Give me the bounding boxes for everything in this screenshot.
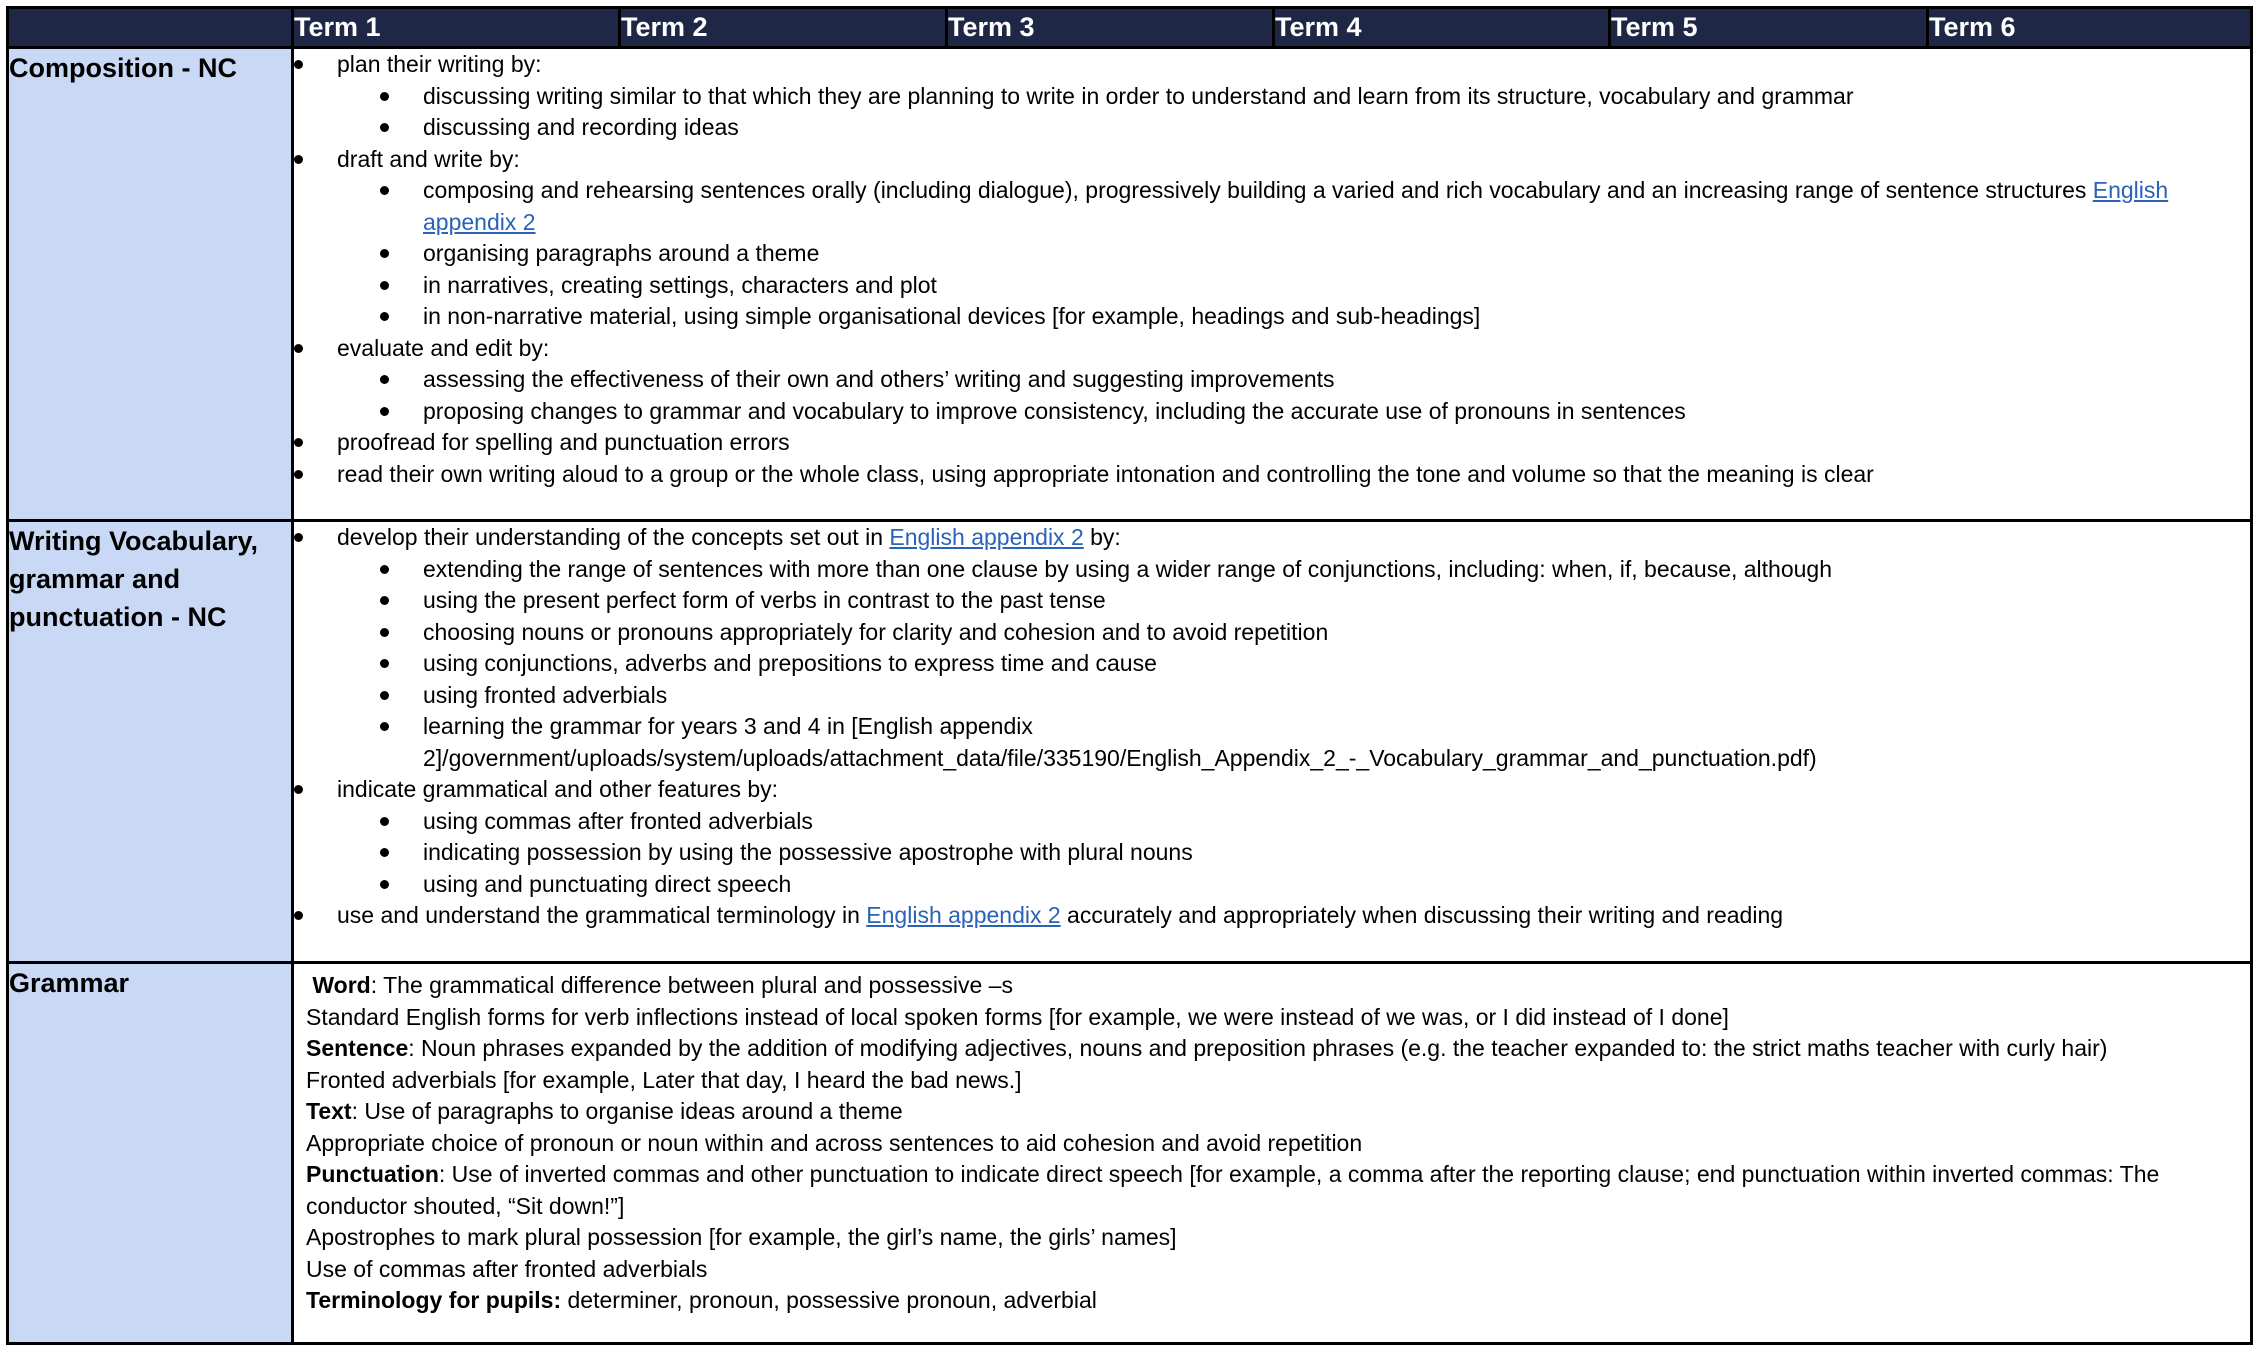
indicate-text: indicate grammatical and other features by: [337, 776, 779, 802]
term-1-header: Term 1 [293, 8, 620, 48]
grammar-line: Apostrophes to mark plural possession [for example, the girl’s name, the girls’ names] [306, 1224, 1177, 1250]
list-item: organising paragraphs around a theme [337, 238, 2250, 270]
list-item: discussing writing similar to that which they are planning to write in order to understand and learn from its structure, vocabulary and grammar [337, 81, 2250, 113]
plan-text: plan their writing by: [337, 51, 542, 77]
writing-label: Writing Vocabulary, grammar and punctuation - NC [8, 521, 293, 963]
terminology-text: use and understand the grammatical terminology in [337, 902, 867, 928]
term-6-header: Term 6 [1928, 8, 2252, 48]
terminology-label: Terminology for pupils: [306, 1287, 562, 1313]
composition-row [8, 48, 2252, 521]
writing-list [294, 522, 2250, 932]
list-item: discussing and recording ideas [337, 112, 2250, 144]
list-item [294, 900, 2250, 932]
list-item [294, 144, 2250, 333]
list-item: extending the range of sentences with more than one clause by using a wider range of conjunctions, including: when, if, because, although [337, 554, 2250, 586]
draft-item-text: composing and rehearsing sentences orally (including dialogue), progressively building a varied and rich vocabulary and an increasing range of sentence structures [423, 177, 2093, 203]
punctuation-text: : Use of inverted commas and other punctuation to indicate direct speech [for example, a comma after the reporting clause; end punctuation within inverted commas: The conductor shouted, “Sit down!”] [306, 1161, 2160, 1219]
draft-sublist [337, 175, 2250, 333]
terminology-text-end: accurately and appropriately when discussing their writing and reading [1060, 902, 1784, 928]
grammar-line: Appropriate choice of pronoun or noun within and across sentences to aid cohesion and avoid repetition [306, 1129, 1363, 1156]
grammar-terminology-line [306, 1285, 2250, 1317]
writing-row [8, 521, 2252, 963]
list-item: read their own writing aloud to a group or the whole class, using appropriate intonation and controlling the tone and volume so that the meaning is clear [294, 459, 2250, 491]
develop-text-end: by: [1083, 524, 1121, 550]
sentence-text: : Noun phrases expanded by the addition of modifying adjectives, nouns and preposition phrases (e.g. the teacher expanded to: the strict maths teacher with curly hair) [408, 1035, 2108, 1061]
list-item [294, 774, 2250, 900]
terminology-list: determiner, pronoun, possessive pronoun, adverbial [561, 1287, 1097, 1313]
list-item: using commas after fronted adverbials [337, 806, 2250, 838]
list-item [294, 333, 2250, 428]
writing-content [293, 521, 2252, 963]
list-item: proposing changes to grammar and vocabulary to improve consistency, including the accurate use of pronouns in sentences [337, 396, 2250, 428]
indicate-sublist [337, 806, 2250, 901]
word-text: : The grammatical difference between plural and possessive –s [370, 972, 1013, 998]
list-item: using and punctuating direct speech [337, 869, 2250, 901]
text-label: Text [306, 1098, 352, 1124]
list-item: choosing nouns or pronouns appropriately for clarity and cohesion and to avoid repetition [337, 617, 2250, 649]
grammar-punctuation-line [306, 1159, 2250, 1222]
composition-list [294, 49, 2250, 490]
sentence-label: Sentence [306, 1035, 409, 1061]
develop-sublist [337, 554, 2250, 775]
composition-content [293, 48, 2252, 521]
term-3-header: Term 3 [947, 8, 1274, 48]
header-row [8, 8, 2252, 48]
draft-text: draft and write by: [337, 145, 520, 172]
english-appendix-2-link[interactable]: English appendix 2 [889, 524, 1084, 550]
list-item [294, 522, 2250, 774]
list-item: using fronted adverbials [337, 680, 2250, 712]
list-item: proofread for spelling and punctuation errors [294, 427, 2250, 459]
grammar-line: Use of commas after fronted adverbials [306, 1255, 708, 1282]
curriculum-table [6, 6, 2253, 1345]
grammar-label: Grammar [8, 963, 293, 1344]
english-appendix-2-link[interactable]: English appendix 2 [423, 177, 2169, 235]
punctuation-label: Punctuation [306, 1161, 439, 1187]
header-blank-cell [8, 8, 293, 48]
develop-text: develop their understanding of the concepts set out in [337, 524, 890, 550]
list-item: indicating possession by using the possessive apostrophe with plural nouns [337, 837, 2250, 869]
plan-sublist [337, 81, 2250, 144]
list-item: using the present perfect form of verbs in contrast to the past tense [337, 585, 2250, 617]
grammar-content [293, 963, 2252, 1344]
list-item: learning the grammar for years 3 and 4 in [English appendix 2]/government/uploads/system/uploads/attachment_data/file/335190/English_Appendix_2_-_Vocabulary_grammar_and_punctuation.pdf) [337, 711, 2250, 774]
list-item [337, 175, 2250, 238]
grammar-text-line [306, 1096, 2250, 1128]
grammar-word-line [306, 970, 2250, 1002]
list-item: assessing the effectiveness of their own and others’ writing and suggesting improvements [337, 364, 2250, 396]
grammar-line: Fronted adverbials [for example, Later that day, I heard the bad news.] [306, 1066, 1022, 1093]
term-2-header: Term 2 [620, 8, 947, 48]
evaluate-text: evaluate and edit by: [337, 334, 550, 361]
evaluate-sublist [337, 364, 2250, 427]
list-item: in non-narrative material, using simple organisational devices [for example, headings and sub-headings] [337, 301, 2250, 333]
list-item: in narratives, creating settings, characters and plot [337, 270, 2250, 302]
text-text: : Use of paragraphs to organise ideas around a theme [351, 1098, 903, 1124]
english-appendix-2-link[interactable]: English appendix 2 [866, 902, 1061, 928]
term-5-header: Term 5 [1610, 8, 1928, 48]
word-label: Word [312, 972, 371, 998]
term-4-header: Term 4 [1274, 8, 1610, 48]
grammar-line: Standard English forms for verb inflections instead of local spoken forms [for example, we were instead of we was, or I did instead of I done] [306, 1003, 1729, 1030]
grammar-sentence-line [306, 1033, 2250, 1065]
list-item: using conjunctions, adverbs and prepositions to express time and cause [337, 648, 2250, 680]
list-item [294, 49, 2250, 144]
grammar-row [8, 963, 2252, 1344]
composition-label: Composition - NC [8, 48, 293, 521]
